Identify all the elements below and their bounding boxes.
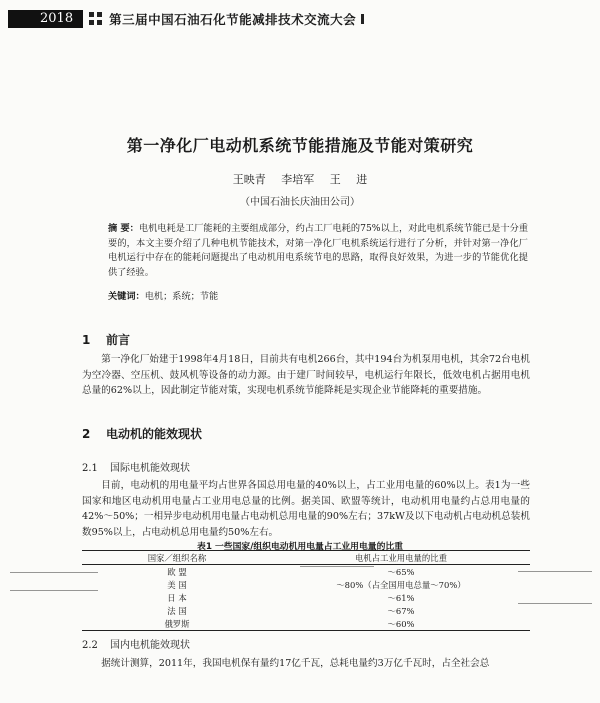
header-bar-mark-icon [361, 14, 364, 24]
table-row: 日 本 ～61% [167, 592, 415, 603]
table-row: 欧 盟 ～65% [167, 566, 415, 577]
abstract-text: 电机电耗是工厂能耗的主要组成部分，约占工厂电耗的75%以上，对此电机系统节能已是十分重要的，本文主要介绍了几种电机节能技术，对第一净化厂电机系统运行进行了分析，并针对第一净化厂电机运行中存在的能耗问题提出了电动机用电系统节电的思路，取得良好效果，为进一步的节能优化提供了经验。 [108, 223, 529, 278]
keywords [108, 288, 528, 302]
abstract [108, 222, 528, 280]
paper-affiliation: （中国石油长庆油田公司） [240, 197, 360, 208]
keywords-text: 电机；系统；节能 [144, 291, 219, 302]
section-2-heading: 2 电动机的能效现状 [82, 427, 203, 441]
paper-title: 第一净化厂电动机系统节能措施及节能对策研究 [126, 136, 474, 155]
scan-artifact-line [10, 590, 98, 591]
scan-artifact-line [518, 603, 592, 604]
table-row: 美 国 ～80%（占全国用电总量～70%） [167, 579, 466, 590]
scan-artifact-line [300, 566, 374, 567]
section-2-2-paragraph: 据统计测算，2011年，我国电机保有量约17亿千瓦，总耗电量约3万亿千瓦时，占全社会总 [101, 658, 490, 669]
data-table [82, 550, 530, 631]
table-header-row [82, 551, 530, 565]
section-2-1-heading: 2.1 国际电机能效现状 [82, 463, 190, 474]
table-row: 俄罗斯 ～60% [164, 618, 415, 629]
section-2-1-paragraph: 目前，电动机的用电量平均占世界各国总用电量的40%以上，占工业用电量的60%以上。表1为一些国家和地区电动机用电量占工业用电总量的比例。据美国、欧盟等统计，电动机用电量约占总用电量的42%～50%；一相异步电动机用电量占电动机总用电量的90%左右；37kW及以下电动机占电动机总装机数95%以上，占电动机总用电量约50%左右。 [82, 480, 530, 538]
running-header [8, 10, 364, 28]
scan-artifact-line [10, 572, 98, 573]
paper-authors: 王映青 李培军 王 进 [232, 173, 368, 186]
header-square-mark-icon [89, 12, 103, 26]
table-row: 法 国 ～67% [167, 605, 415, 616]
table-caption: 表1 一些国家/组织电动机用电量占工业用电量的比重 [197, 542, 403, 552]
abstract-label: 摘 要： [108, 223, 139, 234]
section-2-2-heading: 2.2 国内电机能效现状 [82, 640, 190, 651]
section-1-paragraph: 第一净化厂始建于1998年4月18日，目前共有电机266台，其中194台为机泵用电机，其余72台电机为空冷器、空压机、鼓风机等设备的动力源。由于建厂时间较早，电机运行年限长，低效电机占据用电机总量的62%以上，因此制定节能对策，实现电机系统节能降耗是实现企业节能降耗的重要措施。 [82, 354, 530, 396]
conference-name: 第三届中国石油石化节能减排技术交流大会 [109, 12, 357, 27]
keywords-label: 关键词： [108, 291, 145, 302]
table-header-country: 国家／组织名称 [147, 552, 207, 563]
section-1-heading: 1 前言 [82, 333, 131, 347]
scan-artifact-line [518, 571, 592, 572]
year-badge: 2018 [8, 10, 83, 28]
table-header-share: 电机占工业用电量的比重 [354, 552, 448, 563]
